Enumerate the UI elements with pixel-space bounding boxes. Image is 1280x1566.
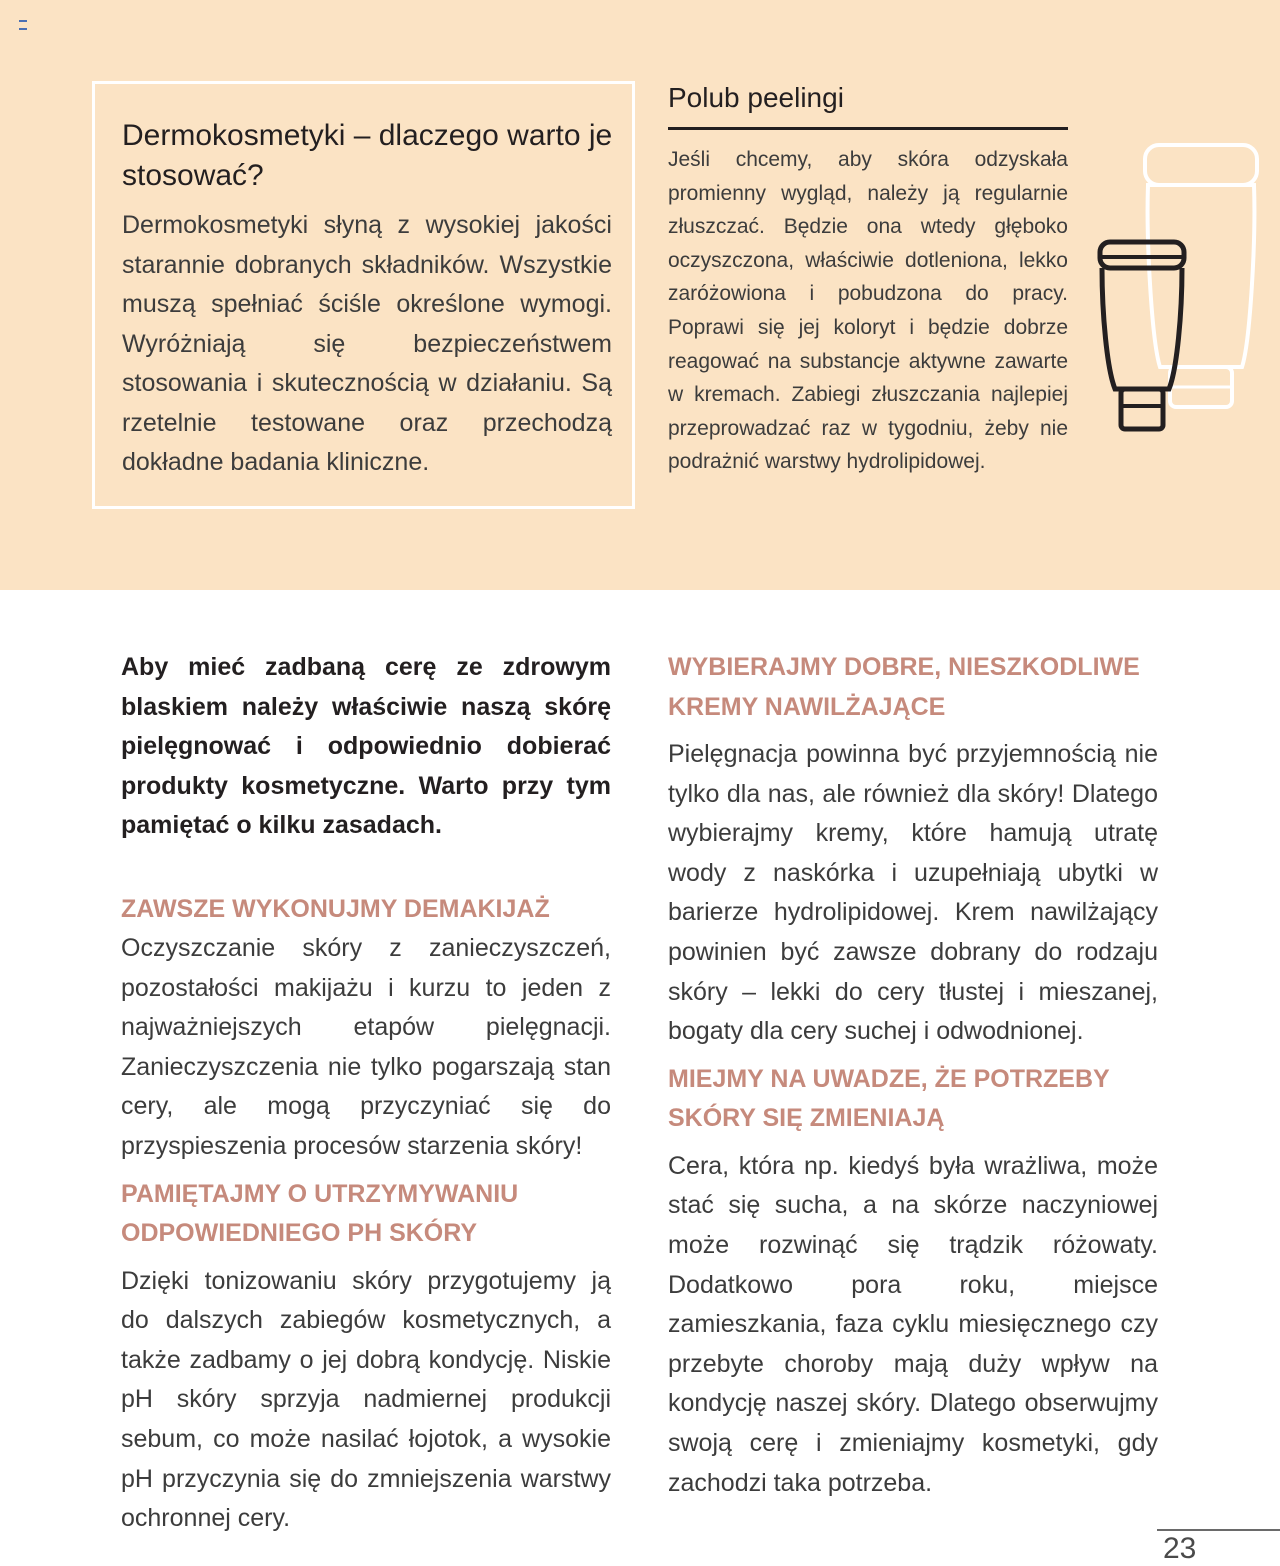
dermocosmetics-box xyxy=(92,81,635,509)
page-number-rule xyxy=(1157,1529,1280,1531)
section-heading-ph: PAMIĘTAJMY O UTRZYMYWANIU ODPOWIEDNIEGO PH SKÓRY xyxy=(121,1179,519,1248)
cream-tube-icon xyxy=(1097,239,1187,434)
section-heading-moisturizers: WYBIERAJMY DOBRE, NIESZKODLIWE KREMY NAWILŻAJĄCE xyxy=(668,653,1140,721)
dermocosmetics-title: Dermokosmetyki – dlaczego warto je stosować? xyxy=(122,119,613,192)
page-number: 23 xyxy=(1163,1532,1197,1565)
menu-icon[interactable] xyxy=(19,20,27,30)
dermocosmetics-text: Dermokosmetyki słyną z wysokiej jakości starannie dobranych składników. Wszystkie muszą spełniać ściśle określone wymogi. Wyróżniają się bezpieczeństwem stosowania i skutecznością w działaniu. Są rzetelnie testowane oraz przechodzą dokładne badania kliniczne. xyxy=(122,211,612,476)
section-heading-makeup-removal: ZAWSZE WYKONUJMY DEMAKIJAŻ xyxy=(121,894,550,923)
peeling-text: Jeśli chcemy, aby skóra odzyskała promienny wygląd, należy ją regularnie złuszczać. Będzie ona wtedy głęboko oczyszczona, właściwie dotleniona, lekko zaróżowiona i pobudzona do pracy. Poprawi się jej koloryt i będzie dobrze reagować na substancje aktywne zawarte w kremach. Zabiegi złuszczania najlepiej przeprowadzać raz w tygodniu, żeby nie podrażnić warstwy hydrolipidowej. xyxy=(668,148,1068,474)
peeling-divider xyxy=(668,127,1068,130)
left-column xyxy=(121,648,611,1547)
peeling-title: Polub peelingi xyxy=(668,82,844,113)
section-text-skin-needs: Cera, która np. kiedyś była wrażliwa, może stać się sucha, a na skórze naczyniowej może rozwinąć się trądzik różowaty. Dodatkowo pora roku, miejsce zamieszkania, faza cyklu miesięcznego czy przebyte choroby mają duży wpływ na kondycję naszej skóry. Dlatego obserwujmy swoją cerę i zmieniajmy kosmetyki, gdy zachodzi taka potrzeba. xyxy=(668,1151,1158,1497)
intro-text: Aby mieć zadbaną cerę ze zdrowym blaskiem należy właściwie naszą skórę pielęgnować i odpowiednio dobierać produkty kosmetyczne. Warto przy tym pamiętać o kilku zasadach. xyxy=(121,653,611,839)
section-text-moisturizers: Pielęgnacja powinna być przyjemnością nie tylko dla nas, ale również dla skóry! Dlatego wybierajmy kremy, które hamują utratę wody z naskórka i uzupełniają ubytki w barierze hydrolipidowej. Krem nawilżający powinien być zawsze dobrany do rodzaju skóry – lekki do cery tłustej i mieszanej, bogaty dla cery suchej i odwodnionej. xyxy=(668,740,1158,1046)
section-text-makeup-removal: Oczyszczanie skóry z zanieczyszczeń, pozostałości makijażu i kurzu to jeden z najważniejszych etapów pielęgnacji. Zanieczyszczenia nie tylko pogarszają stan cery, ale mogą przyczyniać się do przyspieszenia procesów starzenia skóry! xyxy=(121,934,611,1160)
right-column xyxy=(668,648,1158,1511)
section-heading-skin-needs: MIEJMY NA UWADZE, ŻE POTRZEBY SKÓRY SIĘ ZMIENIAJĄ xyxy=(668,1064,1110,1133)
section-text-ph: Dzięki tonizowaniu skóry przygotujemy ją do dalszych zabiegów kosmetycznych, a także zadbamy o jej dobrą kondycję. Niskie pH skóry sprzyja nadmiernej produkcji sebum, co może nasilać łojotok, a wysokie pH przyczynia się do zmniejszenia warstwy ochronnej cery. xyxy=(121,1266,611,1533)
